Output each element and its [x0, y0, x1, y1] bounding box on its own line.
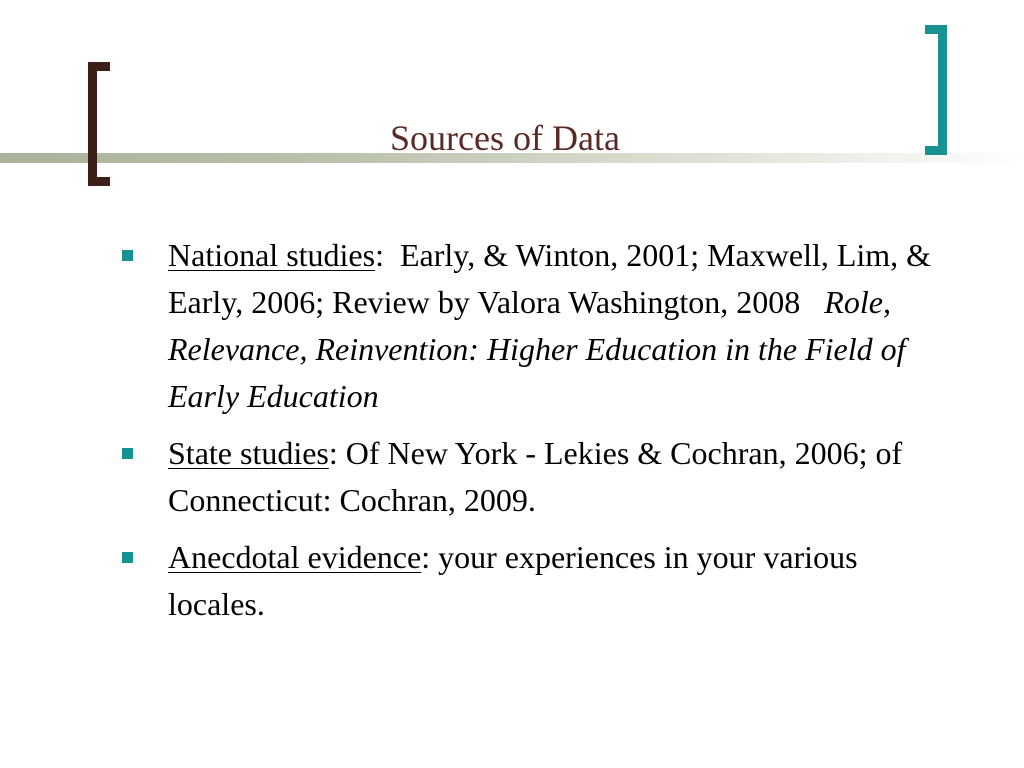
bullet-text: : your experiences in your various locales.: [168, 539, 858, 622]
bullet-term: State studies: [168, 435, 329, 471]
right-bracket-decoration: [925, 25, 947, 155]
square-bullet-icon: [122, 552, 133, 563]
bullet-term: Anecdotal evidence: [168, 539, 422, 575]
square-bullet-icon: [122, 448, 133, 459]
bullet-list: [116, 232, 946, 638]
bullet-text: : Early, & Winton, 2001; Maxwell, Lim, & Early, 2006; Review by Valora Washington, 2008: [168, 237, 940, 320]
left-bracket-decoration: [88, 62, 110, 186]
bullet-text: : Of New York - Lekies & Cochran, 2006; of Connecticut: Cochran, 2009.: [168, 435, 903, 518]
bullet-term: National studies: [168, 237, 376, 273]
slide-title: Sources of Data: [390, 118, 620, 158]
bullet-state-studies: [116, 430, 946, 524]
square-bullet-icon: [122, 250, 133, 261]
bullet-national-studies: [116, 232, 946, 420]
bullet-italic-title: Role, Relevance, Reinvention: Higher Education in the Field of Early Education: [168, 284, 906, 414]
bullet-anecdotal-evidence: [116, 534, 946, 628]
